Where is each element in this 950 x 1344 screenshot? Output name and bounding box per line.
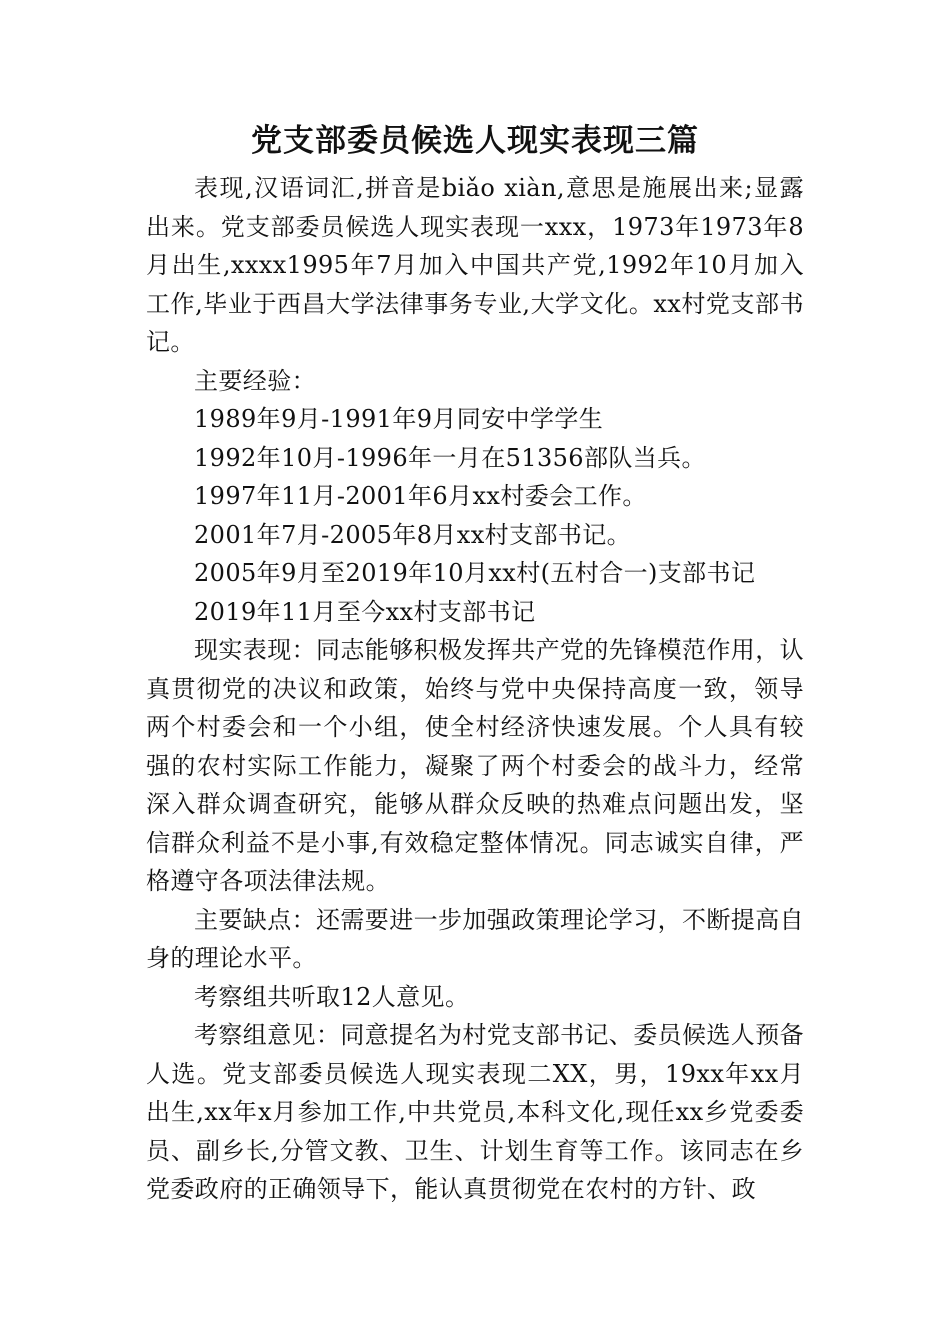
paragraph-inspection-opinion: 考察组意见：同意提名为村党支部书记、委员候选人预备人选。党支部委员候选人现实表现二XX，男，19xx年xx月出生,xx年x月参加工作,中共党员,本科文化,现任xx乡党委委员、副乡长,分管文教、卫生、计划生育等工作。该同志在乡党委政府的正确领导下，能认真贯彻党在农村的方针、政 (146, 1021, 804, 1203)
paragraph-shortcomings: 主要缺点：还需要进一步加强政策理论学习，不断提高自身的理论水平。 (146, 905, 804, 972)
paragraph-experience-2: 1992年10月-1996年一月在51356部队当兵。 (194, 443, 706, 472)
document-title: 党支部委员候选人现实表现三篇 (251, 123, 699, 159)
document-body (146, 169, 804, 1209)
paragraph-experience-5: 2005年9月至2019年10月xx村(五村合一)支部书记 (194, 559, 756, 587)
paragraph-experience-heading: 主要经验： (194, 366, 316, 395)
paragraph-experience-1: 1989年9月-1991年9月同安中学学生 (194, 405, 604, 433)
paragraph-experience-6: 2019年11月至今xx村支部书记 (194, 597, 536, 626)
paragraph-intro: 表现,汉语词汇,拼音是biǎo xiàn,意思是施展出来;显露出来。党支部委员候选人现实表现一xxx，1973年1973年8月出生,xxxx1995年7月加入中国共产党,1992年10月加入工作,毕业于西昌大学法律事务专业,大学文化。xx村党支部书记。 (146, 174, 804, 356)
paragraph-experience-4: 2001年7月-2005年8月xx村支部书记。 (194, 520, 632, 549)
paragraph-experience-3: 1997年11月-2001年6月xx村委会工作。 (194, 482, 647, 510)
paragraph-opinions-count: 考察组共听取12人意见。 (194, 982, 470, 1011)
paragraph-performance: 现实表现：同志能够积极发挥共产党的先锋模范作用，认真贯彻党的决议和政策，始终与党中央保持高度一致，领导两个村委会和一个小组，使全村经济快速发展。个人具有较强的农村实际工作能力，凝聚了两个村委会的战斗力，经常深入群众调查研究，能够从群众反映的热难点问题出发，坚信群众利益不是小事,有效稳定整体情况。同志诚实自律，严格遵守各项法律法规。 (146, 636, 804, 895)
